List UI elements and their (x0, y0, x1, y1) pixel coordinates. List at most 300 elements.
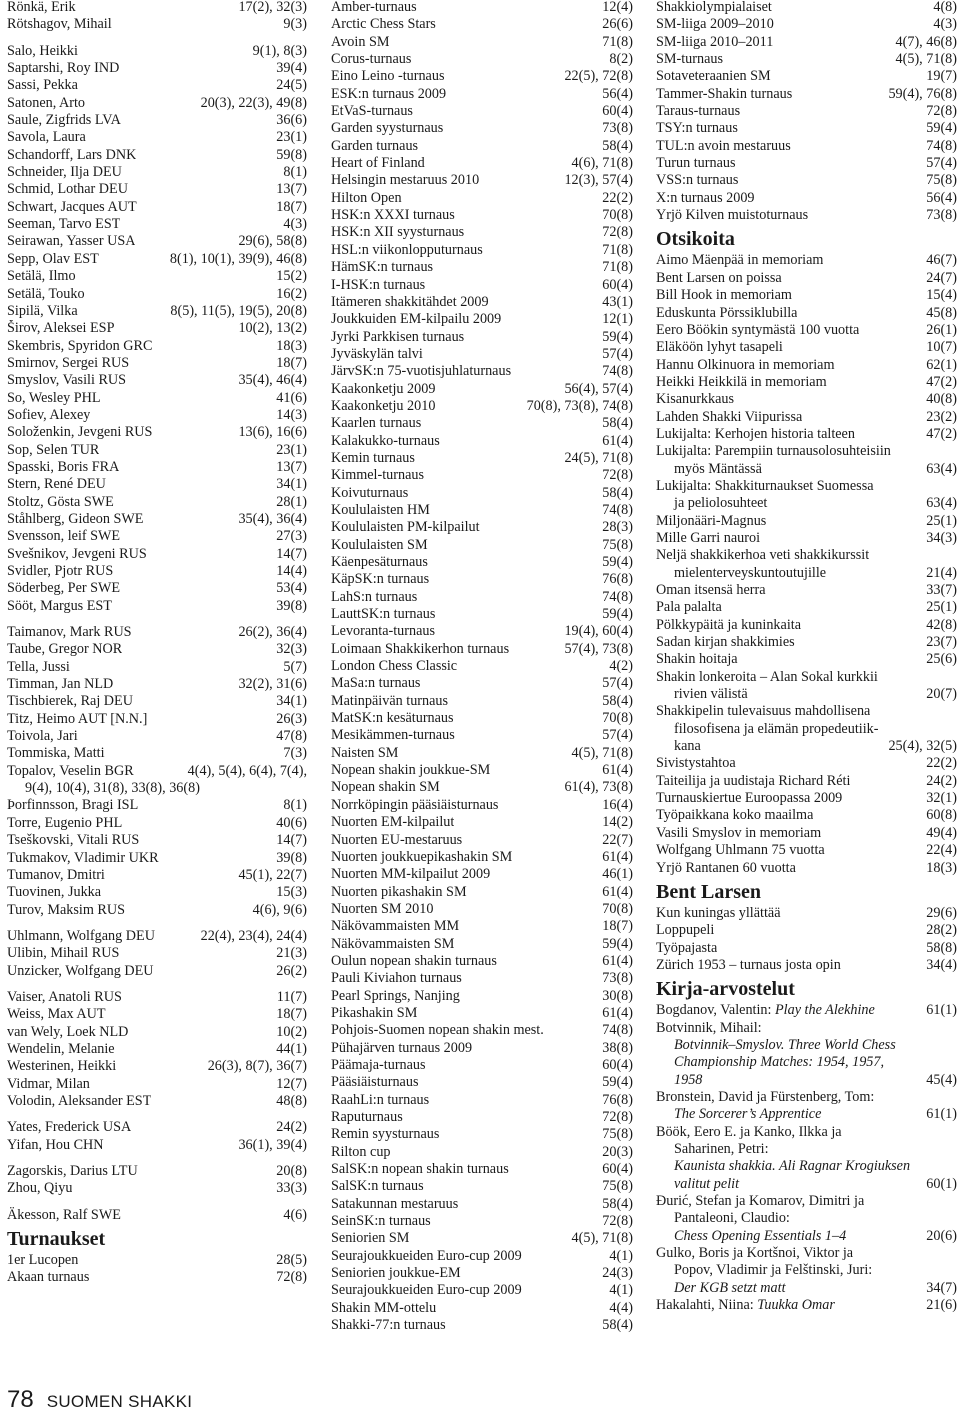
page-reference: 20(3) (602, 1143, 633, 1160)
page-reference: 14(7) (276, 545, 307, 562)
entry-name-text: Rilton cup (331, 1143, 391, 1160)
index-entry (331, 710, 633, 727)
entry-name-text: Pikashakin SM (331, 1004, 418, 1021)
entry-name-text: Satonen, Arto (7, 94, 86, 111)
entry-name (7, 598, 112, 615)
index-entry (331, 0, 633, 16)
page-reference: 24(2) (276, 1119, 307, 1136)
index-entry (331, 329, 633, 346)
index-entry (331, 866, 633, 883)
entry-name (656, 207, 808, 224)
entry-name-text: RaahLi:n turnaus (331, 1091, 430, 1108)
page-reference: 70(8) (602, 207, 633, 224)
index-entry (7, 303, 307, 320)
index-entry (7, 372, 307, 389)
entry-name (331, 658, 457, 675)
entry-name-text: Yifan, Hou CHN (7, 1136, 104, 1153)
entry-name (7, 832, 139, 849)
index-entry (7, 797, 307, 814)
index-entry (656, 374, 957, 391)
entry-name-text: Botvinnik, Mihail: (656, 1019, 762, 1036)
page-reference: 61(1) (926, 1002, 957, 1019)
index-entry (656, 530, 957, 547)
entry-name (656, 172, 738, 189)
index-entry (331, 623, 633, 640)
entry-name (656, 1297, 835, 1314)
entry-name (331, 1144, 391, 1161)
entry-name (331, 1300, 436, 1317)
entry-name (331, 849, 512, 866)
page-reference: 70(8) (602, 710, 633, 727)
index-entry (331, 589, 633, 606)
index-entry (656, 305, 957, 322)
entry-name-text: Kimmel-turnaus (331, 467, 424, 484)
entry-name-text: Sadan kirjan shakkimies (656, 634, 795, 651)
page-reference: 30(8) (602, 987, 633, 1004)
entry-name-text: Päämaja-turnaus (331, 1056, 426, 1073)
page-reference: 10(2) (276, 1023, 307, 1040)
page-reference: 34(7) (926, 1279, 957, 1296)
entry-name-text: Skembris, Spyridon GRC (7, 337, 153, 354)
entry-continuation (656, 1280, 957, 1297)
entry-name-text: X:n turnaus 2009 (656, 189, 755, 206)
entry-name-text: Shakin lonkeroita – Alan Sokal kurkkii (656, 668, 878, 685)
entry-name (331, 224, 464, 241)
entry-name-text: Sööt, Margus EST (7, 597, 112, 614)
index-entry (331, 918, 633, 935)
index-entry (7, 390, 307, 407)
entry-name-text: Schwart, Jacques AUT (7, 198, 137, 215)
continuation-text: Der KGB setzt matt (674, 1279, 786, 1296)
section-gap (7, 980, 307, 989)
continuation-text: Pantaleoni, Claudio: (674, 1210, 790, 1227)
entry-name-text: Pölkkypäitä ja kuninkaita (656, 616, 801, 633)
entry-name (7, 1119, 131, 1136)
entry-name (7, 129, 86, 146)
entry-name-text: ESK:n turnaus 2009 (331, 85, 447, 102)
page-reference: 26(6) (602, 16, 633, 33)
page-reference: 9(1), 8(3) (252, 42, 307, 59)
page-reference: 21(3) (276, 945, 307, 962)
index-entry (7, 763, 307, 780)
index-entry (656, 957, 957, 974)
index-entry (656, 0, 957, 16)
index-entry (7, 1024, 307, 1041)
index-entry (7, 1119, 307, 1136)
entry-name (331, 1230, 409, 1247)
entry-name (656, 1089, 874, 1106)
index-entry (331, 294, 633, 311)
entry-continuation (7, 780, 307, 797)
entry-name (331, 970, 462, 987)
index-entry (656, 1124, 957, 1141)
index-entry (331, 467, 633, 484)
index-entry (7, 147, 307, 164)
page-reference: 21(4) (926, 564, 957, 581)
entry-name-text: Topalov, Veselin BGR (7, 762, 134, 779)
section-gap (7, 1198, 307, 1207)
entry-name (331, 988, 460, 1005)
page-reference: 4(3) (933, 16, 957, 33)
entry-name-text: I-HSK:n turnaus (331, 276, 426, 293)
page-reference: 18(3) (276, 337, 307, 354)
page-reference: 32(1) (926, 790, 957, 807)
entry-name-text: Lahden Shakki Viipurissa (656, 408, 803, 425)
entry-name-text: Tommiska, Matti (7, 745, 105, 762)
entry-name (331, 866, 490, 883)
continuation-text: 1958 (674, 1071, 703, 1088)
entry-name-text: Pohjois-Suomen nopean shakin mest. (331, 1022, 544, 1039)
index-entry (656, 1245, 957, 1262)
index-entry (331, 381, 633, 398)
index-entry (331, 86, 633, 103)
entry-name-text: Söderbeg, Per SWE (7, 580, 121, 597)
page-reference: 22(2) (602, 189, 633, 206)
entry-name-text: Savola, Laura (7, 129, 86, 146)
entry-name (7, 1093, 151, 1110)
page-reference: 38(8) (602, 1039, 633, 1056)
entry-name-text: Käenpesäturnaus (331, 554, 428, 570)
continuation-text: 9(4), 10(4), 31(8), 33(8), 36(8) (25, 780, 200, 797)
index-entry (7, 1269, 307, 1286)
page-reference: 4(5), 71(8) (895, 51, 957, 68)
page-reference: 59(4) (602, 1074, 633, 1091)
index-entry (656, 773, 957, 790)
page-reference: 61(4) (602, 762, 633, 779)
index-entry (656, 51, 957, 68)
index-entry (7, 546, 307, 563)
entry-name (656, 478, 874, 495)
page-reference: 4(6), 71(8) (571, 155, 633, 172)
continuation-text: Popov, Vladimir ja Felštinski, Juri: (674, 1262, 873, 1279)
entry-name (331, 589, 417, 606)
index-column-3 (656, 0, 957, 1314)
entry-name (656, 86, 792, 103)
entry-name-text: Unzicker, Wolfgang DEU (7, 962, 154, 979)
index-column-1 (7, 0, 307, 1287)
page-reference: 4(5), 71(8) (571, 744, 633, 761)
entry-name (7, 355, 129, 372)
index-entry (331, 1057, 633, 1074)
entry-name (331, 68, 444, 85)
entry-name (7, 641, 122, 658)
page-reference: 58(4) (602, 692, 633, 709)
entry-name-text: Miljonääri-Magnus (656, 512, 767, 529)
index-entry (331, 1317, 633, 1334)
entry-name-text: Wolfgang Uhlmann 75 vuotta (656, 842, 825, 859)
index-entry (331, 485, 633, 502)
index-entry (331, 433, 633, 450)
continuation-text: filosofisena ja elämän propedeutiik- (674, 720, 879, 737)
entry-name (656, 0, 772, 16)
entry-name-text: Arctic Chess Stars (331, 16, 436, 33)
entry-name (7, 850, 159, 867)
page-reference: 40(6) (276, 814, 307, 831)
entry-name-text: Bill Hook in memoriam (656, 287, 792, 304)
entry-name-text: Seniorien SM (331, 1230, 410, 1247)
page-reference: 58(8) (926, 939, 957, 956)
index-entry (331, 138, 633, 155)
page-reference: 73(8) (602, 970, 633, 987)
index-entry (7, 320, 307, 337)
index-entry (7, 251, 307, 268)
page-reference: 57(4) (602, 345, 633, 362)
entry-name (656, 530, 760, 547)
index-entry (331, 1265, 633, 1282)
page-reference: 59(4) (602, 554, 633, 570)
continuation-text: myös Mäntässä (674, 460, 762, 477)
entry-name-text: Turov, Maksim RUS (7, 901, 125, 918)
index-entry (656, 252, 957, 269)
page-reference: 8(5), 11(5), 19(5), 20(8) (170, 302, 307, 319)
index-entry (7, 511, 307, 528)
page-reference: 9(3) (283, 16, 307, 33)
entry-name-text: Saule, Zigfrids LVA (7, 112, 121, 129)
page-reference: 58(4) (602, 415, 633, 432)
entry-name (331, 415, 421, 432)
entry-name (7, 233, 135, 250)
entry-name (7, 659, 70, 676)
page-reference: 8(2) (609, 51, 633, 68)
page-reference: 8(1) (283, 164, 307, 181)
page-reference: 62(1) (926, 356, 957, 373)
entry-name (7, 0, 76, 16)
entry-name (331, 745, 398, 762)
page-reference: 25(6) (926, 651, 957, 668)
entry-name (331, 34, 389, 51)
entry-title-italic: Tuukka Omar (757, 1297, 835, 1314)
page-reference: 18(7) (602, 918, 633, 935)
page-reference: 4(6) (283, 1206, 307, 1223)
page-reference: 14(7) (276, 832, 307, 849)
index-entry (331, 537, 633, 554)
page-reference: 4(3) (283, 216, 307, 233)
page-reference: 40(8) (926, 391, 957, 408)
index-entry (7, 563, 307, 580)
index-entry (7, 459, 307, 476)
index-entry (7, 1006, 307, 1023)
index-entry (7, 16, 307, 33)
entry-name (331, 623, 435, 640)
entry-name (656, 617, 801, 634)
page-reference: 71(8) (602, 33, 633, 50)
entry-name (7, 251, 99, 268)
entry-name-text: Sipilä, Vilka (7, 302, 78, 319)
entry-name-text: Oman itsensä herra (656, 582, 766, 598)
page-reference: 13(7) (276, 181, 307, 198)
entry-name (656, 651, 738, 668)
page-reference: 59(4), 76(8) (888, 85, 957, 102)
index-entry (331, 51, 633, 68)
page-reference: 73(8) (602, 120, 633, 137)
entry-name-text: Turun turnaus (656, 155, 736, 172)
page-reference: 22(2) (926, 755, 957, 772)
page-reference: 74(8) (602, 588, 633, 605)
page-reference: 57(4) (602, 727, 633, 744)
entry-continuation (656, 1176, 957, 1193)
entry-name-text: SalSK:n turnaus (331, 1178, 424, 1195)
page-reference: 7(3) (283, 745, 307, 762)
entry-name (331, 1178, 424, 1195)
page-reference: 61(4) (602, 848, 633, 865)
entry-name-text: Lukijalta: Kerhojen historia talteen (656, 425, 855, 442)
entry-name (656, 1020, 762, 1037)
entry-name (7, 728, 78, 745)
index-entry (656, 16, 957, 33)
index-entry (7, 268, 307, 285)
page-reference: 46(7) (926, 252, 957, 269)
entry-continuation (656, 1210, 957, 1227)
entry-name-text: Titz, Heimo AUT [N.N.] (7, 710, 148, 727)
entry-name (331, 814, 454, 831)
entry-name (656, 513, 766, 530)
index-entry (656, 807, 957, 824)
entry-name-text: JärvSK:n 75-vuotisjuhlaturnaus (331, 363, 512, 380)
index-entry (7, 424, 307, 441)
page-reference: 25(1) (926, 599, 957, 616)
entry-name-text: Nuorten joukkuepikashakin SM (331, 848, 513, 865)
index-entry (331, 1161, 633, 1178)
index-entry (331, 1022, 633, 1039)
entry-name (7, 624, 132, 641)
entry-name-text: Sotaveteraanien SM (656, 68, 771, 85)
entry-name (7, 320, 114, 337)
continuation-text: Chess Opening Essentials 1–4 (674, 1227, 847, 1244)
entry-continuation (656, 1037, 957, 1054)
entry-name-text: Shakin MM-ottelu (331, 1299, 437, 1316)
entry-name (656, 155, 736, 172)
entry-name (331, 242, 483, 259)
entry-name (656, 391, 734, 408)
entry-name (331, 155, 425, 172)
page-reference: 61(4) (602, 952, 633, 969)
entry-name-text: Eduskunta Pörssiklubilla (656, 304, 798, 321)
entry-name-text: Tammer-Shakin turnaus (656, 85, 793, 102)
entry-name (331, 381, 435, 398)
index-entry (331, 415, 633, 432)
entry-name-text: Työpaikkana koko maailma (656, 807, 814, 824)
entry-name-text: Lukijalta: Parempiin turnausolosuhteisiin (656, 443, 891, 460)
page-reference: 13(6), 16(6) (238, 424, 307, 441)
page-reference: 39(8) (276, 597, 307, 614)
entry-name-text: Shakkipelin tulevaisuus mahdollisena (656, 703, 871, 720)
index-entry (7, 832, 307, 849)
index-entry (331, 363, 633, 380)
section-gap (7, 1110, 307, 1119)
entry-name-text: Raputurnaus (331, 1109, 403, 1125)
entry-name-text: Tella, Jussi (7, 658, 70, 675)
page-reference: 63(4) (926, 460, 957, 477)
index-entry (331, 1144, 633, 1161)
entry-name (7, 407, 90, 424)
entry-name (331, 1282, 522, 1299)
entry-name (656, 582, 766, 599)
entry-name (7, 268, 76, 285)
index-entry (331, 901, 633, 918)
index-entry (7, 989, 307, 1006)
entry-name-text: Norrköpingin pääsiäisturnaus (331, 796, 499, 813)
entry-name (331, 485, 408, 502)
index-entry (331, 259, 633, 276)
continuation-text: valitut pelit (674, 1175, 740, 1192)
page-reference: 61(4) (602, 883, 633, 900)
page-reference: 32(2), 31(6) (238, 676, 307, 693)
entry-name-text: Kaakonketju 2010 (331, 397, 436, 414)
entry-name (656, 190, 755, 207)
entry-name (331, 936, 454, 953)
page-reference: 58(4) (602, 484, 633, 501)
continuation-text: Championship Matches: 1954, 1957, (674, 1054, 885, 1071)
entry-name (7, 459, 119, 476)
entry-name (7, 580, 120, 597)
index-entry (7, 1180, 307, 1197)
entry-name-text: Äkesson, Ralf SWE (7, 1206, 121, 1223)
index-entry (656, 940, 957, 957)
entry-name-text: Sop, Selen TUR (7, 441, 100, 458)
page-reference: 46(1) (602, 866, 633, 883)
index-entry (331, 1109, 633, 1126)
entry-name (331, 207, 455, 224)
index-entry (7, 963, 307, 980)
entry-name-text: Sassi, Pekka (7, 77, 78, 94)
entry-name (656, 669, 878, 686)
entry-continuation (656, 686, 957, 703)
entry-name (7, 884, 101, 901)
entry-name (331, 1317, 446, 1334)
entry-name (331, 346, 423, 363)
entry-name (7, 16, 112, 33)
entry-name (331, 329, 464, 346)
page-reference: 4(8) (933, 0, 957, 15)
entry-name (331, 0, 417, 16)
entry-name (331, 710, 454, 727)
index-entry (331, 1248, 633, 1265)
entry-name (656, 634, 795, 651)
index-entry (7, 355, 307, 372)
entry-name-text: Shakin hoitaja (656, 651, 738, 668)
entry-name-text: Helsingin mestaruus 2010 (331, 172, 480, 189)
page-reference: 76(8) (602, 571, 633, 588)
entry-name (656, 374, 827, 391)
entry-name (331, 294, 489, 311)
page-reference: 74(8) (602, 363, 633, 380)
entry-name-text: Yates, Frederick USA (7, 1119, 132, 1136)
page-reference: 49(4) (926, 824, 957, 841)
entry-name-text: Schmid, Lothar DEU (7, 181, 128, 198)
page-reference: 71(8) (602, 259, 633, 276)
entry-name (7, 1024, 128, 1041)
page-reference: 72(8) (926, 103, 957, 120)
entry-name-text: Bogdanov, Valentin: (656, 1002, 776, 1019)
entry-continuation (656, 738, 957, 755)
entry-name (331, 884, 467, 901)
page-reference: 61(4), 73(8) (564, 779, 633, 796)
page-reference: 23(1) (276, 129, 307, 146)
entry-name-text: Turnauskiertue Euroopassa 2009 (656, 790, 843, 807)
entry-name (7, 1041, 115, 1058)
section-heading: Bent Larsen (656, 880, 761, 903)
index-entry (656, 860, 957, 877)
index-entry (7, 1093, 307, 1110)
entry-name (331, 537, 428, 554)
page-reference: 10(2), 13(2) (238, 320, 307, 337)
entry-name-text: SalSK:n nopean shakin turnaus (331, 1161, 509, 1178)
page-reference: 28(1) (276, 493, 307, 510)
entry-name (331, 51, 411, 68)
entry-name (7, 511, 143, 528)
entry-name (656, 322, 859, 339)
entry-name-text: Shakki-77:n turnaus (331, 1317, 446, 1334)
